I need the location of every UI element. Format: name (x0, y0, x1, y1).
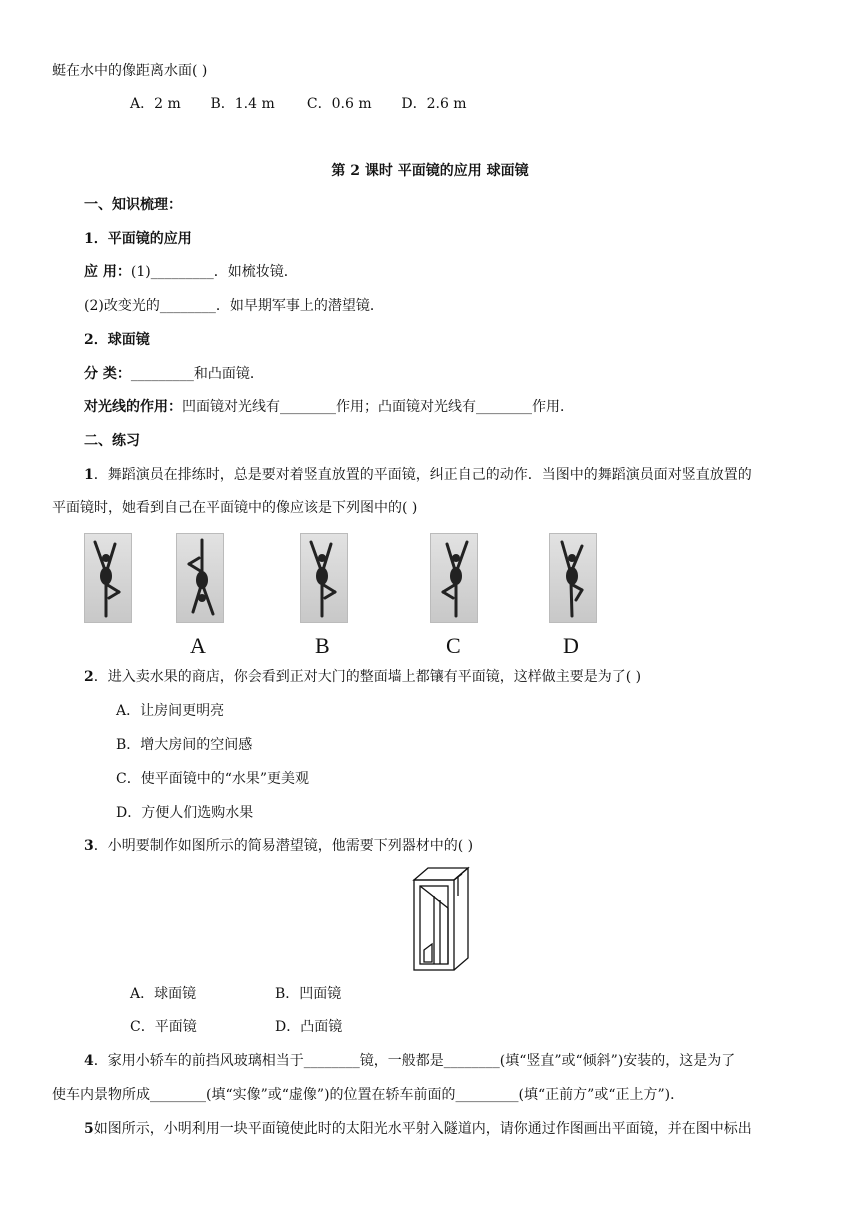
q3-text: ．小明要制作如图所示的简易潜望镜，他需要下列器材中的( ) (93, 838, 474, 854)
dancer-option-b-image (300, 533, 348, 623)
option-d: D．2.6 m (401, 96, 467, 112)
q4-number: 4 (84, 1053, 94, 1069)
dancer-option-d-image (549, 533, 597, 623)
q3-option-d: D．凸面镜 (275, 1019, 343, 1035)
effect-text: 凹面镜对光线有________作用；凸面镜对光线有________作用． (182, 399, 574, 415)
item1-use-text: (1)_________．如梳妆镜． (130, 264, 298, 280)
q4-text-line1: ．家用小轿车的前挡风玻璃相当于________镜，一般都是________(填“竖直”或“倾斜”)安装的，这是为了 (93, 1053, 736, 1069)
item1-use-label: 应 用： (84, 264, 131, 280)
q2-option-b: B．增大房间的空间感 (116, 737, 253, 753)
lesson-title: 第 2 课时 平面镜的应用 球面镜 (331, 163, 529, 179)
q2-text: ．进入卖水果的商店，你会看到正对大门的整面墙上都镶有平面镜，这样做主要是为了( ) (93, 669, 642, 685)
section2-heading: 二、练习 (84, 433, 140, 449)
dancer-option-c-image (430, 533, 478, 623)
item2-class (84, 364, 264, 384)
q2-option-c: C．使平面镜中的“水果”更美观 (116, 771, 310, 787)
q4-line1 (84, 1051, 735, 1071)
q5-number: 5 (84, 1121, 94, 1137)
item1-line2: (2)改变光的________．如早期军事上的潜望镜． (84, 298, 384, 314)
effect-label: 对光线的作用： (84, 399, 182, 415)
q2-option-d: D．方便人们选购水果 (116, 805, 254, 821)
q2-number: 2 (84, 669, 94, 685)
effect-line (84, 397, 574, 417)
q3-option-b: B．凹面镜 (275, 986, 342, 1002)
q3-number: 3 (84, 838, 94, 854)
q5-text: 如图所示，小明利用一块平面镜使此时的太阳光水平射入隧道内，请你通过作图画出平面镜，并在图中标出 (93, 1121, 752, 1137)
figure-label-b: B (315, 633, 330, 658)
q4-line2: 使车内景物所成________(填“实像”或“虚像”)的位置在轿车前面的_________(填“正前方”或“正上方”)． (52, 1087, 685, 1103)
figure-label-d: D (563, 633, 579, 658)
q5-line (84, 1119, 752, 1139)
dancer-original-image (84, 533, 132, 623)
dancer-option-a-image (176, 533, 224, 623)
question-tail: 蜓在水中的像距离水面( ) (52, 63, 208, 79)
option-b: B．1.4 m (210, 96, 275, 112)
item1-use (84, 262, 298, 282)
top-options (130, 94, 467, 114)
q1-line1 (84, 465, 752, 485)
item2-class-text: _________和凸面镜． (130, 366, 264, 382)
q2-line (84, 667, 641, 687)
item2-heading: 2．球面镜 (84, 332, 150, 348)
item2-class-label: 分 类： (84, 366, 131, 382)
q1-line2: 平面镜时，她看到自己在平面镜中的像应该是下列图中的( ) (52, 500, 418, 516)
q3-option-a: A．球面镜 (130, 986, 197, 1002)
q1-number: 1 (84, 467, 94, 483)
figure-label-c: C (446, 633, 461, 658)
section1-heading: 一、知识梳理： (84, 197, 182, 213)
q1-text-line1: ．舞蹈演员在排练时，总是要对着竖直放置的平面镜，纠正自己的动作．当图中的舞蹈演员面对竖直放置的 (93, 467, 752, 483)
periscope-diagram (410, 866, 472, 972)
q3-option-c: C．平面镜 (130, 1019, 197, 1035)
option-c: C．0.6 m (306, 96, 372, 112)
q3-line (84, 836, 473, 856)
option-a: A．2 m (130, 96, 181, 112)
figure-label-a: A (190, 633, 206, 658)
item1-heading: 1．平面镜的应用 (84, 231, 192, 247)
q2-option-a: A．让房间更明亮 (116, 703, 225, 719)
